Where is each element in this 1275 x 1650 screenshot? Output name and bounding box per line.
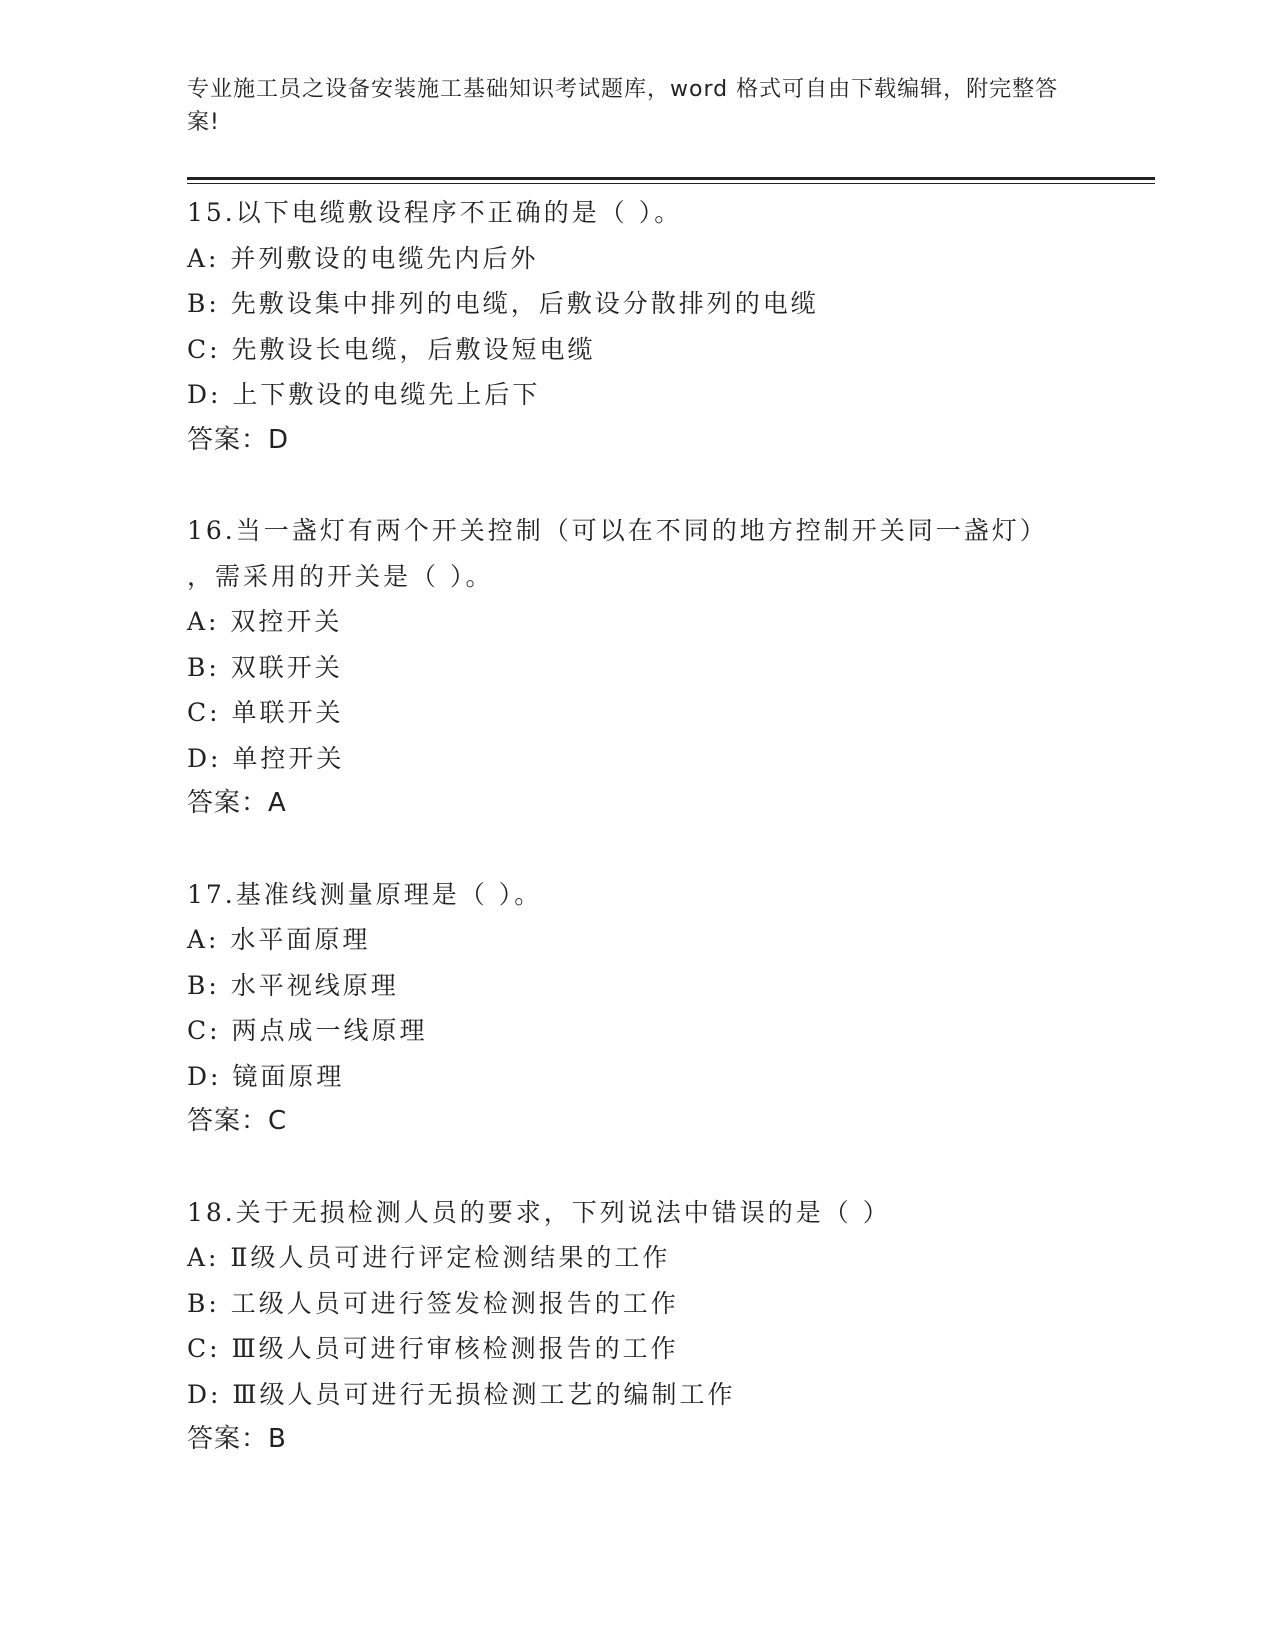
question-block <box>187 190 1155 463</box>
question-stem: 16.当一盏灯有两个开关控制（可以在不同的地方控制开关同一盏灯） <box>187 516 1048 545</box>
answer-option: C: Ⅲ级人员可进行审核检测报告的工作 <box>187 1334 679 1363</box>
answer-option: A: 双控开关 <box>187 607 343 636</box>
answer-option: D: 单控开关 <box>187 743 345 773</box>
answer-key: 答案：D <box>187 424 290 455</box>
answer-key: 答案：C <box>187 1106 288 1136</box>
header-divider-thick <box>187 177 1155 180</box>
question-block <box>187 508 1155 827</box>
answer-option: B: 双联开关 <box>187 652 343 682</box>
document-header: 专业施工员之设备安装施工基础知识考试题库，word 格式可自由下载编辑，附完整答案! <box>187 77 1059 135</box>
answer-option: A: Ⅱ级人员可进行评定检测结果的工作 <box>187 1243 671 1272</box>
question-block <box>187 872 1155 1145</box>
answer-option: A: 水平面原理 <box>187 925 371 954</box>
question-stem: ，需采用的开关是（ ）。 <box>187 561 494 591</box>
question-stem: 15.以下电缆敷设程序不正确的是（ ）。 <box>187 198 683 227</box>
answer-option: D: Ⅲ级人员可进行无损检测工艺的编制工作 <box>187 1379 736 1409</box>
header-divider-thin <box>187 183 1155 184</box>
answer-option: D: 上下敷设的电缆先上后下 <box>187 380 541 409</box>
answer-option: A: 并列敷设的电缆先内后外 <box>187 243 539 273</box>
question-block <box>187 1190 1155 1463</box>
answer-key: 答案：B <box>187 1424 287 1454</box>
question-stem: 17.基准线测量原理是（ ）。 <box>187 879 543 909</box>
answer-option: C: 先敷设长电缆，后敷设短电缆 <box>187 334 596 364</box>
answer-option: B: 先敷设集中排列的电缆，后敷设分散排列的电缆 <box>187 289 819 318</box>
answer-key: 答案：A <box>187 788 287 818</box>
question-stem: 18.关于无损检测人员的要求，下列说法中错误的是（ ） <box>187 1197 891 1227</box>
answer-option: B: 工级人员可进行签发检测报告的工作 <box>187 1288 679 1318</box>
answer-option: B: 水平视线原理 <box>187 970 399 1000</box>
answer-option: C: 单联开关 <box>187 698 344 727</box>
question-list <box>187 190 1155 1508</box>
answer-option: D: 镜面原理 <box>187 1061 345 1091</box>
answer-option: C: 两点成一线原理 <box>187 1016 428 1045</box>
